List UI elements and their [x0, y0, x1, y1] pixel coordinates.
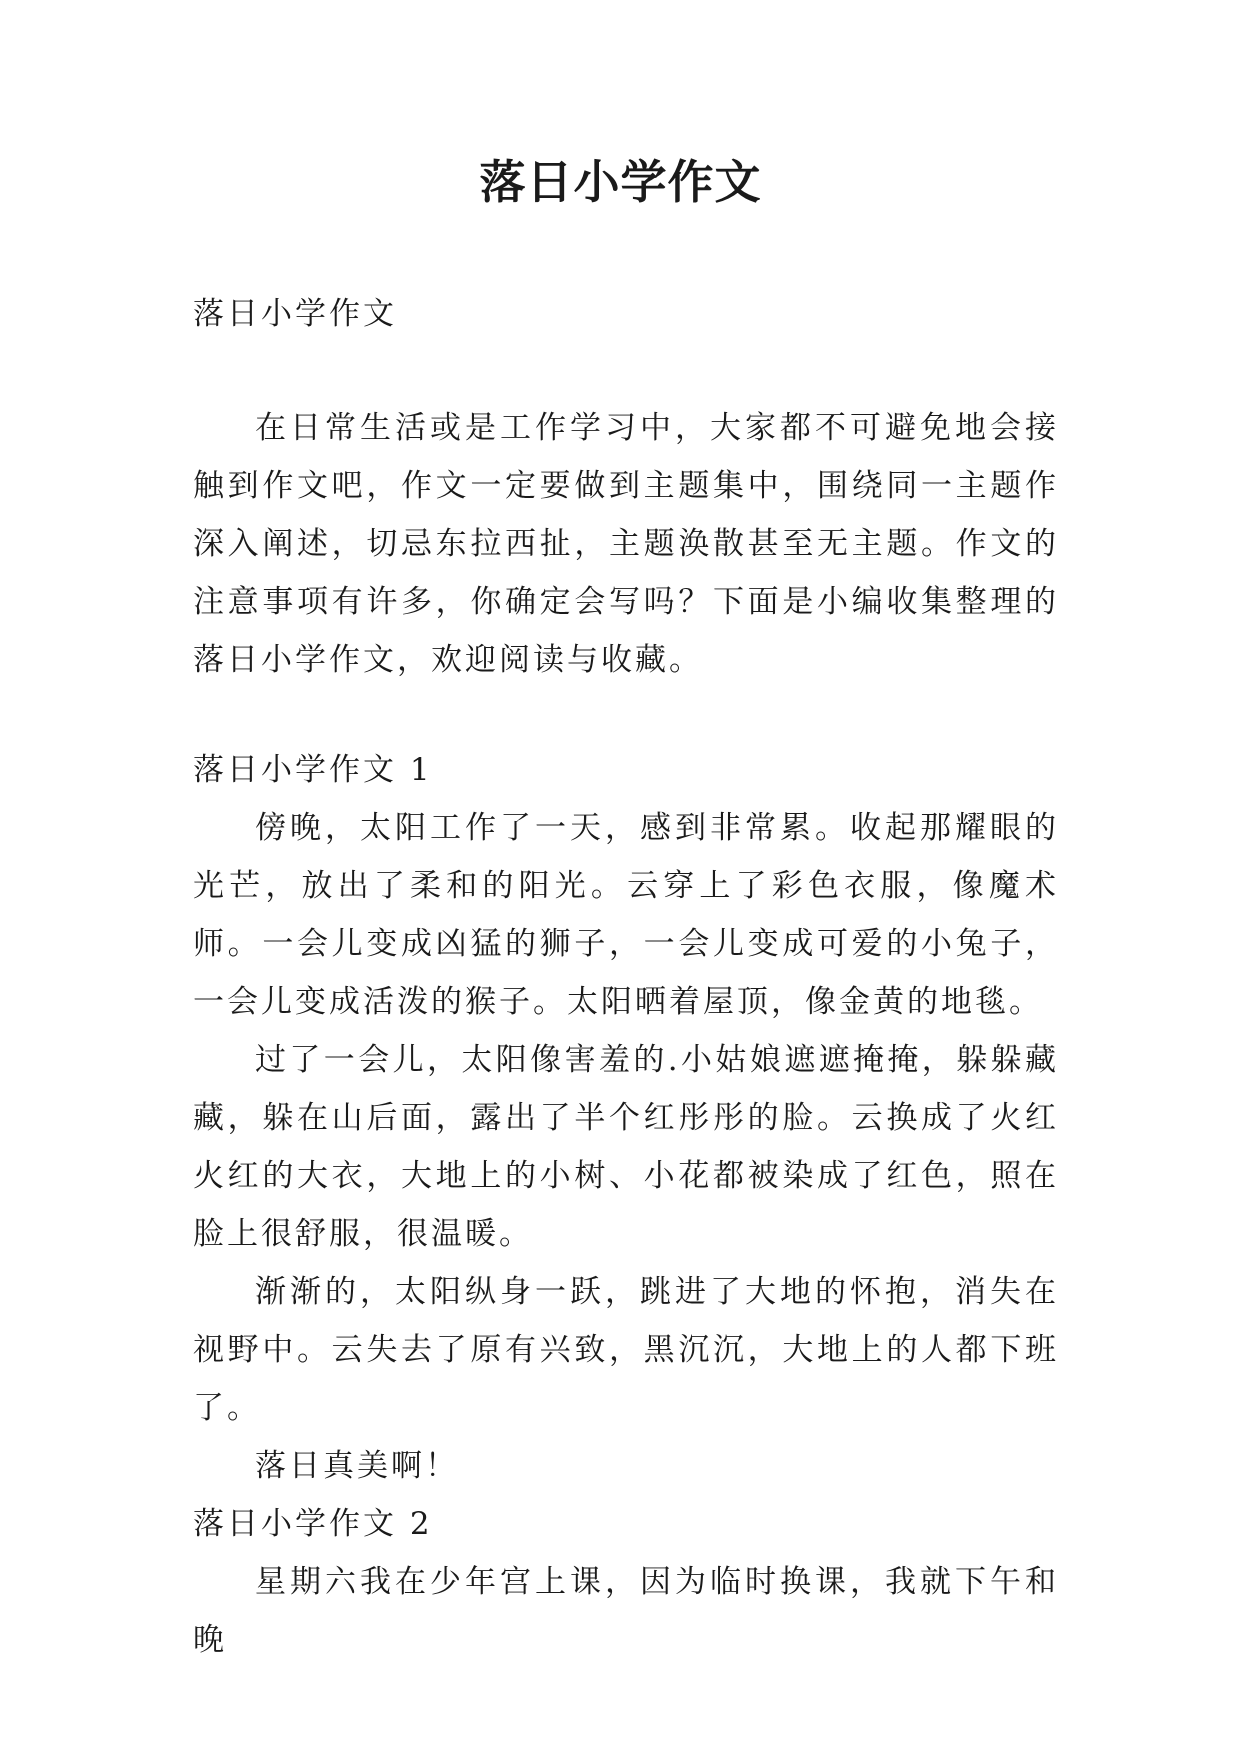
section-heading-1: 落日小学作文 1 [193, 752, 433, 788]
section-1-paragraph-1: 傍晚，太阳工作了一天，感到非常累。收起那耀眼的光芒，放出了柔和的阳光。云穿上了彩色衣服，像魔术师。一会儿变成凶猛的狮子，一会儿变成可爱的小兔子，一会儿变成活泼的猴子。太阳晒着屋顶，像金黄的地毯。 [193, 810, 1059, 1020]
section-heading-2: 落日小学作文 2 [193, 1506, 433, 1542]
document-subtitle: 落日小学作文 [193, 296, 397, 332]
section-1-paragraph-3: 渐渐的，太阳纵身一跃，跳进了大地的怀抱，消失在视野中。云失去了原有兴致，黑沉沉，大地上的人都下班了。 [193, 1274, 1059, 1426]
document-title: 落日小学作文 [479, 155, 762, 209]
section-1-paragraph-4: 落日真美啊！ [255, 1448, 459, 1484]
document-body [193, 285, 1059, 1669]
intro-paragraph: 在日常生活或是工作学习中，大家都不可避免地会接触到作文吧，作文一定要做到主题集中，围绕同一主题作深入阐述，切忌东拉西扯，主题涣散甚至无主题。作文的注意事项有许多，你确定会写吗？下面是小编收集整理的落日小学作文，欢迎阅读与收藏。 [193, 410, 1059, 678]
section-1-paragraph-2: 过了一会儿，太阳像害羞的.小姑娘遮遮掩掩，躲躲藏藏，躲在山后面，露出了半个红彤彤的脸。云换成了火红火红的大衣，大地上的小树、小花都被染成了红色，照在脸上很舒服，很温暖。 [193, 1042, 1059, 1252]
section-2-paragraph-1: 星期六我在少年宫上课，因为临时换课，我就下午和晚 [193, 1564, 1059, 1658]
